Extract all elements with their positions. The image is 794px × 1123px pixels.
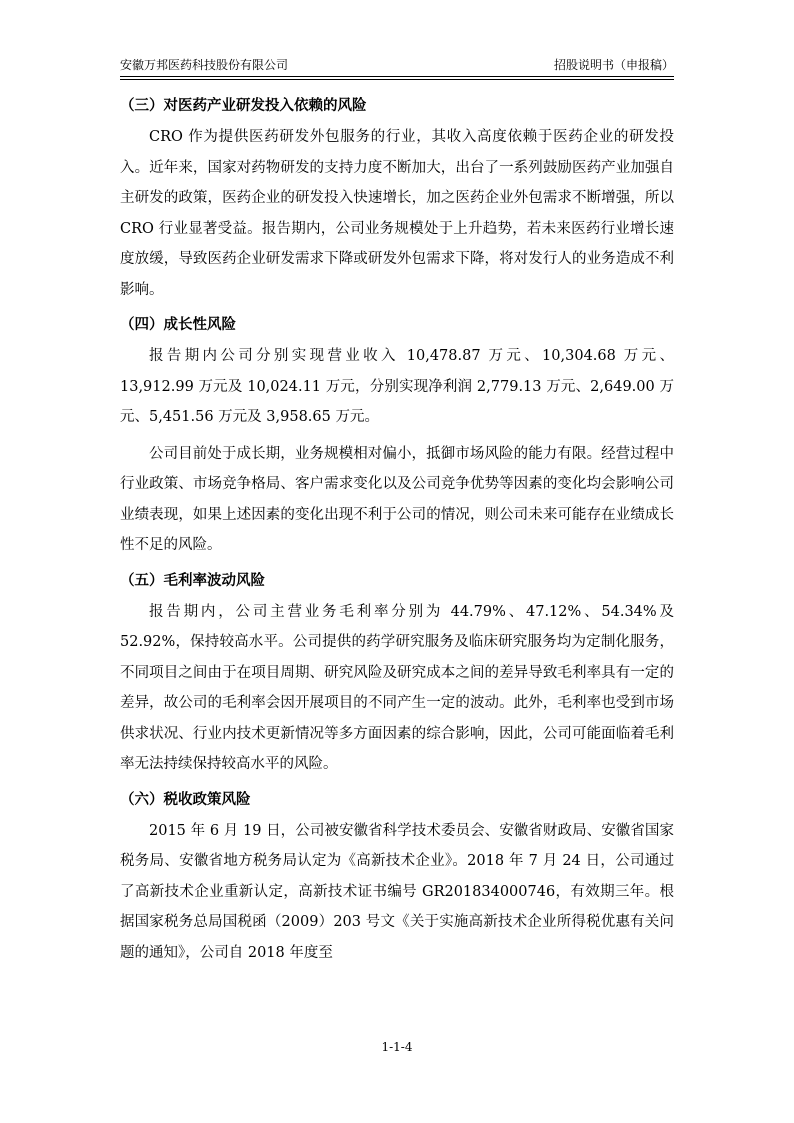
paragraph: 公司目前处于成长期，业务规模相对偏小，抵御市场风险的能力有限。经营过程中行业政策、市场竞争格局、客户需求变化以及公司竞争优势等因素的变化均会影响公司业绩表现，如果上述因素的变化出现不利于公司的情况，则公司未来可能存在业绩成长性不足的风险。 (120, 445, 674, 553)
section-gross-margin-risk (120, 567, 674, 780)
header-company: 安徽万邦医药科技股份有限公司 (120, 58, 289, 72)
header-doc-title: 招股说明书（申报稿） (553, 58, 674, 72)
section-heading: （四）成长性风险 (120, 317, 236, 333)
section-heading: （三）对医药产业研发投入依赖的风险 (120, 98, 367, 114)
section-heading: （六）税收政策风险 (120, 791, 251, 808)
header-rule-thin (120, 79, 674, 80)
section-rd-dependency-risk (120, 92, 674, 305)
page-body (120, 92, 674, 974)
page-number: 1-1-4 (381, 1040, 413, 1054)
section-heading: （五）毛利率波动风险 (120, 572, 265, 589)
section-tax-policy-risk (120, 786, 674, 969)
page-header (120, 56, 674, 74)
paragraph: 报告期内，公司主营业务毛利率分别为 44.79%、47.12%、54.34%及 52.92%，保持较高水平。公司提供的药学研究服务及临床研究服务均为定制化服务，不同项目之间由于在项目周期、研究风险及研究成本之间的差异导致毛利率具有一定的差异，故公司的毛利率会因开展项目的不同产生一定的波动。此外，毛利率也受到市场供求状况、行业内技术更新情况等多方面因素的综合影响，因此，公司可能面临着毛利率无法持续保持较高水平的风险。 (120, 603, 674, 772)
section-growth-risk (120, 311, 674, 561)
paragraph: CRO 作为提供医药研发外包服务的行业，其收入高度依赖于医药企业的研发投入。近年来，国家对药物研发的支持力度不断加大，出台了一系列鼓励医药产业加强自主研发的政策，医药企业的研发投入快速增长，加之医药企业外包需求不断增强，所以 CRO 行业显著受益。报告期内，公司业务规模处于上升趋势，若未来医药行业增长速度放缓，导致医药企业研发需求下降或研发外包需求下降，将对发行人的业务造成不利影响。 (120, 129, 674, 298)
paragraph: 报告期内公司分别实现营业收入 10,478.87 万元、10,304.68 万元、13,912.99 万元及 10,024.11 万元，分别实现净利润 2,779.13 万元、2,649.00 万元、5,451.56 万元及 3,958.65 万元。 (120, 348, 674, 425)
header-rule (120, 76, 674, 77)
paragraph: 2015 年 6 月 19 日，公司被安徽省科学技术委员会、安徽省财政局、安徽省国家税务局、安徽省地方税务局认定为《高新技术企业》。2018 年 7 月 24 日，公司通过了高新技术企业重新认定，高新技术证书编号 GR201834000746，有效期三年。根据国家税务总局国税函（2009）203 号文《关于实施高新技术企业所得税优惠有关问题的通知》，公司自 2018 年度至 (120, 822, 674, 961)
